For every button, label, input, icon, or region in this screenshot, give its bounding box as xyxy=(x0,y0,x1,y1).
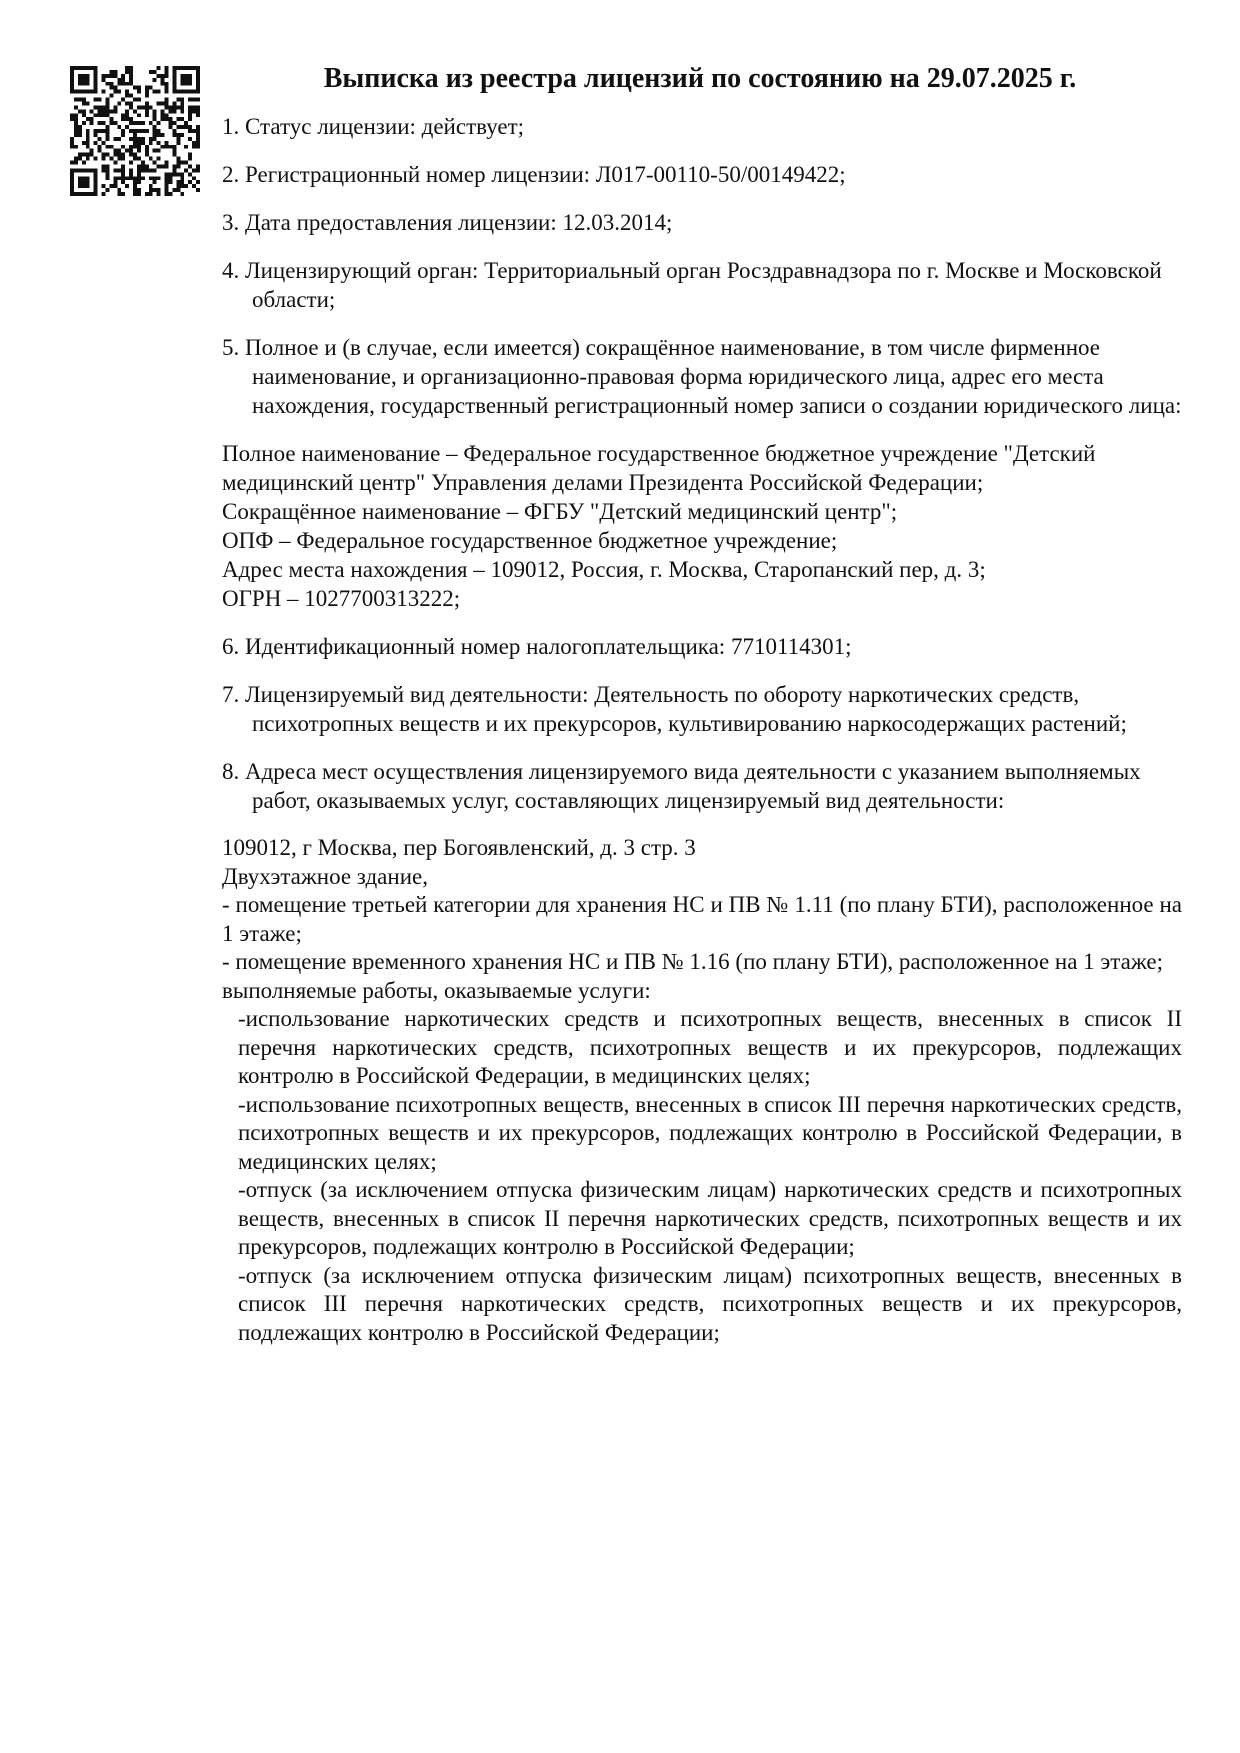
work-item: -использование наркотических средств и психотропных веществ, внесенных в список II перечня наркотических средств, психотропных веществ и их прекурсоров, подлежащих контролю в Российской Федерации, в медицинских целях; xyxy=(238,1006,1182,1088)
item-registration-number: 2. Регистрационный номер лицензии: Л017-00110-50/00149422; xyxy=(222,162,846,187)
page-title: Выписка из реестра лицензий по состоянию на 29.07.2025 г. xyxy=(323,63,1077,94)
activity-room-1: - помещение третьей категории для хранения НС и ПВ № 1.11 (по плану БТИ), расположенное на 1 этаже; xyxy=(222,892,1182,946)
item-issue-date: 3. Дата предоставления лицензии: 12.03.2014; xyxy=(222,210,673,235)
activity-building: Двухэтажное здание, xyxy=(222,863,428,889)
activity-address-block xyxy=(222,834,1182,1347)
works-label: выполняемые работы, оказываемые услуги: xyxy=(222,977,651,1003)
item-activity-addresses: 8. Адреса мест осуществления лицензируемого вида деятельности с указанием выполняемых работ, оказываемых услуг, составляющих лицензируемый вид деятельности: xyxy=(222,759,1141,813)
activity-room-2: - помещение временного хранения НС и ПВ № 1.16 (по плану БТИ), расположенное на 1 этаже; xyxy=(222,949,1164,974)
work-item: -отпуск (за исключением отпуска физическим лицам) наркотических средств и психотропных веществ, внесенных в список II перечня наркотических средств, психотропных веществ и их прекурсоров, подлежащих контролю в Российской Федерации; xyxy=(238,1177,1182,1259)
work-item: -использование психотропных веществ, внесенных в список III перечня наркотических средств, психотропных веществ и их прекурсоров, подлежащих контролю в Российской Федерации, в медицинских целях; xyxy=(238,1091,1182,1174)
entity-opf: ОПФ – Федеральное государственное бюджетное учреждение; xyxy=(222,528,838,553)
item-activity-type: 7. Лицензируемый вид деятельности: Деятельность по обороту наркотических средств, психотропных веществ и их прекурсоров, культивированию наркосодержащих растений; xyxy=(222,682,1127,736)
qr-code-icon xyxy=(70,66,200,196)
item-license-status: 1. Статус лицензии: действует; xyxy=(222,114,525,139)
entity-ogrn: ОГРН – 1027700313222; xyxy=(222,586,461,611)
entity-details xyxy=(222,439,1182,613)
activity-address: 109012, г Москва, пер Богоявленский, д. 3 стр. 3 xyxy=(222,835,696,860)
item-entity-name-heading: 5. Полное и (в случае, если имеется) сокращённое наименование, в том числе фирменное наименование, и организационно-правовая форма юридического лица, адрес его места нахождения, государственный регистрационный номер записи о создании юридического лица: xyxy=(222,335,1182,418)
work-item: -отпуск (за исключением отпуска физическим лицам) психотропных веществ, внесенных в список III перечня наркотических средств, психотропных веществ и их прекурсоров, подлежащих контролю в Российской Федерации; xyxy=(238,1262,1182,1345)
item-licensing-authority: 4. Лицензирующий орган: Территориальный орган Росздравнадзора по г. Москве и Московской области; xyxy=(222,258,1162,312)
entity-address: Адрес места нахождения – 109012, Россия, г. Москва, Старопанский пер, д. 3; xyxy=(222,557,986,582)
item-inn: 6. Идентификационный номер налогоплательщика: 7710114301; xyxy=(222,634,852,659)
document-body xyxy=(222,112,1182,1347)
entity-short-name: Сокращённое наименование – ФГБУ "Детский медицинский центр"; xyxy=(222,499,898,524)
works-list xyxy=(222,1005,1182,1347)
entity-full-name: Полное наименование – Федеральное государственное бюджетное учреждение "Детский медицинский центр" Управления делами Президента Российской Федерации; xyxy=(222,441,1096,495)
